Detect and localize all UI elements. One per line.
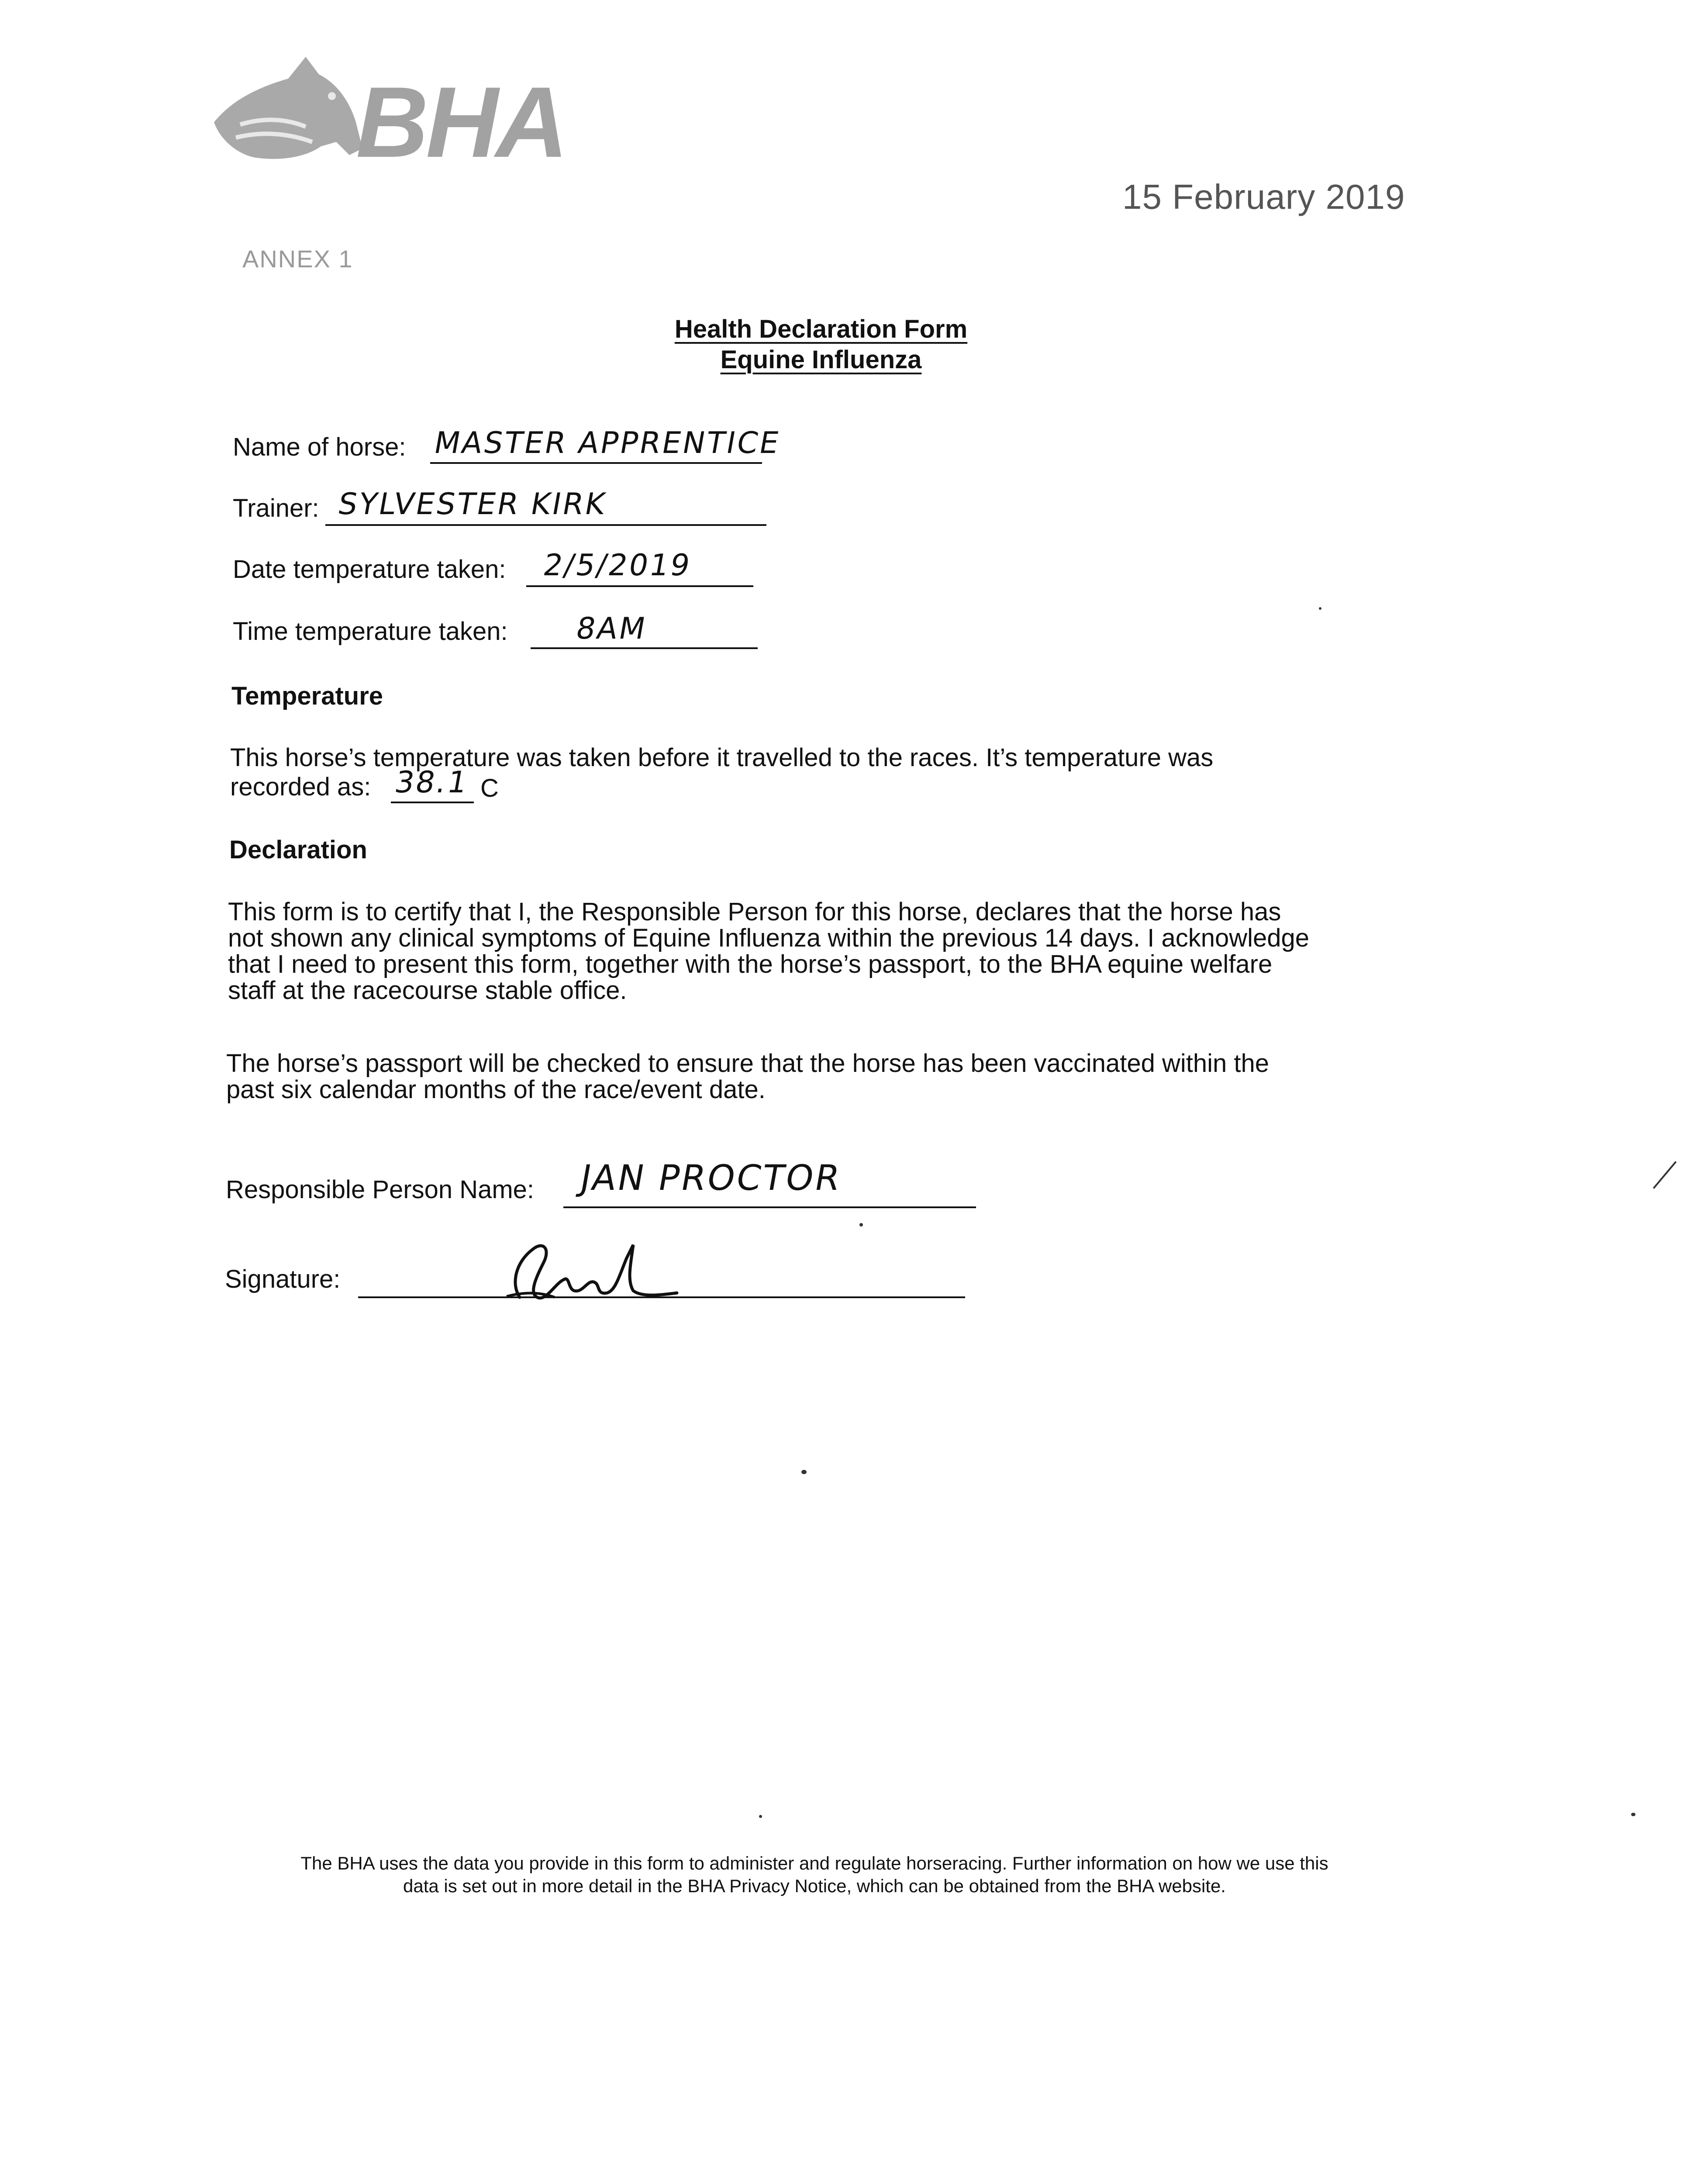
signature-scribble: [502, 1232, 686, 1306]
temp-date-line: [526, 585, 753, 587]
annex-label: ANNEX 1: [242, 245, 353, 273]
temp-date-value: 2/5/2019: [541, 548, 694, 583]
horse-name-line: [430, 462, 762, 464]
temp-date-label: Date temperature taken:: [233, 555, 506, 584]
scan-speck: [801, 1470, 807, 1474]
declaration-para1-line4: staff at the racecourse stable office.: [228, 976, 627, 1005]
logo-text: BHA: [356, 66, 566, 178]
declaration-para2-line1: The horse’s passport will be checked to ensure that the horse has been vaccinated within the: [226, 1049, 1270, 1078]
horse-name-label: Name of horse:: [233, 433, 406, 461]
scan-speck: [859, 1223, 863, 1227]
declaration-para1-line3: that I need to present this form, together with the horse’s passport, to the BHA equine welfare: [228, 950, 1273, 978]
trainer-label: Trainer:: [233, 494, 319, 522]
trainer-line: [325, 524, 766, 526]
signature-label: Signature:: [225, 1265, 341, 1293]
scan-speck: [759, 1815, 762, 1818]
declaration-para1-line2: not shown any clinical symptoms of Equine Influenza within the previous 14 days. I acknowledge: [228, 924, 1310, 952]
privacy-notice-line2: data is set out in more detail in the BHA Privacy Notice, which can be obtained from the BHA website.: [403, 1876, 1226, 1896]
declaration-para2-line2: past six calendar months of the race/event date.: [226, 1075, 766, 1104]
form-subtitle: Equine Influenza: [720, 346, 922, 374]
scan-speck: [1631, 1813, 1635, 1816]
declaration-para1-line1: This form is to certify that I, the Responsible Person for this horse, declares that the horse has: [228, 898, 1281, 926]
privacy-notice-line1: The BHA uses the data you provide in this form to administer and regulate horseracing. Further information on how we use this: [300, 1853, 1328, 1873]
temperature-text-line1: This horse’s temperature was taken before it travelled to the races. It’s temperature was: [230, 743, 1214, 772]
horse-name-value: MASTER APPRENTICE: [431, 426, 783, 460]
responsible-person-line: [563, 1206, 976, 1208]
temperature-heading: Temperature: [231, 682, 383, 710]
temperature-line: [391, 802, 474, 803]
bha-logo: [205, 48, 598, 179]
declaration-heading: Declaration: [229, 836, 367, 864]
document-date: 15 February 2019: [1122, 177, 1405, 216]
temperature-text-line2: recorded as:: [230, 773, 371, 801]
form-title: Health Declaration Form: [674, 315, 968, 343]
temp-time-label: Time temperature taken:: [233, 617, 508, 646]
scan-mark: [1653, 1161, 1677, 1189]
temp-time-value: 8AM: [573, 612, 650, 646]
temperature-unit: C: [480, 774, 499, 802]
responsible-person-value: JAN PROCTOR: [577, 1158, 845, 1198]
trainer-value: SYLVESTER KIRK: [335, 487, 610, 522]
scan-speck: [1319, 607, 1321, 610]
responsible-person-label: Responsible Person Name:: [226, 1175, 535, 1204]
temperature-value: 38.1: [392, 765, 472, 800]
temp-time-line: [531, 647, 758, 649]
